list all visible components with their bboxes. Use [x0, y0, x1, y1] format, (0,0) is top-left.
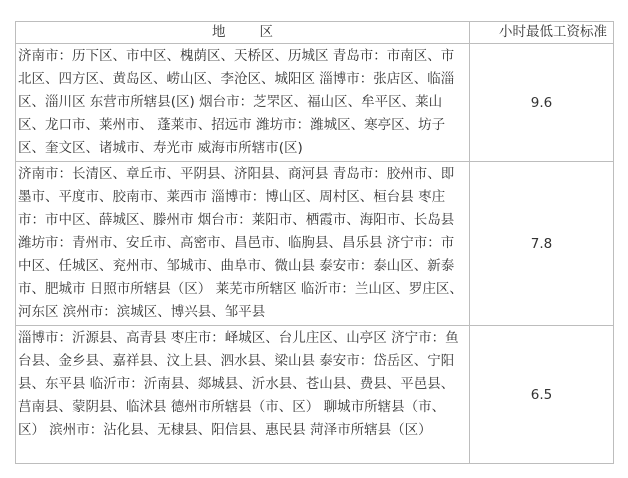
wage-cell: 6.5 — [470, 326, 614, 464]
region-cell: 济南市：长清区、章丘市、平阴县、济阳县、商河县 青岛市：胶州市、即墨市、平度市、胶南市、莱西市 淄博市：博山区、周村区、桓台县 枣庄市：市中区、薛城区、滕州市 烟台市：莱阳市、栖霞市、海阳市、长岛县 潍坊市：青州市、安丘市、高密市、昌邑市、临朐县、昌乐县 济宁市：市中区、任城区、兖州市、邹城市、曲阜市、微山县 泰安市：泰山区、新泰市、肥城市 日照市所辖县（区） 莱芜市所辖区 临沂市：兰山区、罗庄区、河东区 滨州市：滨城区、博兴县、邹平县 — [16, 162, 470, 326]
table-row — [16, 326, 614, 464]
region-header-part2: 区 — [259, 24, 273, 40]
table-header-row — [16, 22, 614, 44]
region-cell: 淄博市：沂源县、高青县 枣庄市：峄城区、台儿庄区、山亭区 济宁市：鱼台县、金乡县、嘉祥县、汶上县、泗水县、梁山县 泰安市：岱岳区、宁阳县、东平县 临沂市：沂南县、郯城县、沂水县、苍山县、费县、平邑县、莒南县、蒙阴县、临沭县 德州市所辖县（市、区） 聊城市所辖县（市、区） 滨州市：沾化县、无棣县、阳信县、惠民县 菏泽市所辖县（区） — [16, 326, 470, 464]
region-header-part1: 地 — [212, 24, 226, 40]
wage-column-header: 小时最低工资标准 — [470, 22, 614, 44]
wage-cell: 9.6 — [470, 44, 614, 162]
region-cell: 济南市：历下区、市中区、槐荫区、天桥区、历城区 青岛市：市南区、市北区、四方区、黄岛区、崂山区、李沧区、城阳区 淄博市：张店区、临淄区、淄川区 东营市所辖县(区) 烟台市：芝罘区、福山区、牟平区、莱山区、龙口市、莱州市、 蓬莱市、招远市 潍坊市：潍城区、寒亭区、坊子区、奎文区、诸城市、寿光市 威海市所辖市(区) — [16, 44, 470, 162]
wage-cell: 7.8 — [470, 162, 614, 326]
table-row — [16, 162, 614, 326]
region-column-header — [16, 22, 470, 44]
table-row — [16, 44, 614, 162]
minimum-wage-table — [15, 21, 614, 464]
